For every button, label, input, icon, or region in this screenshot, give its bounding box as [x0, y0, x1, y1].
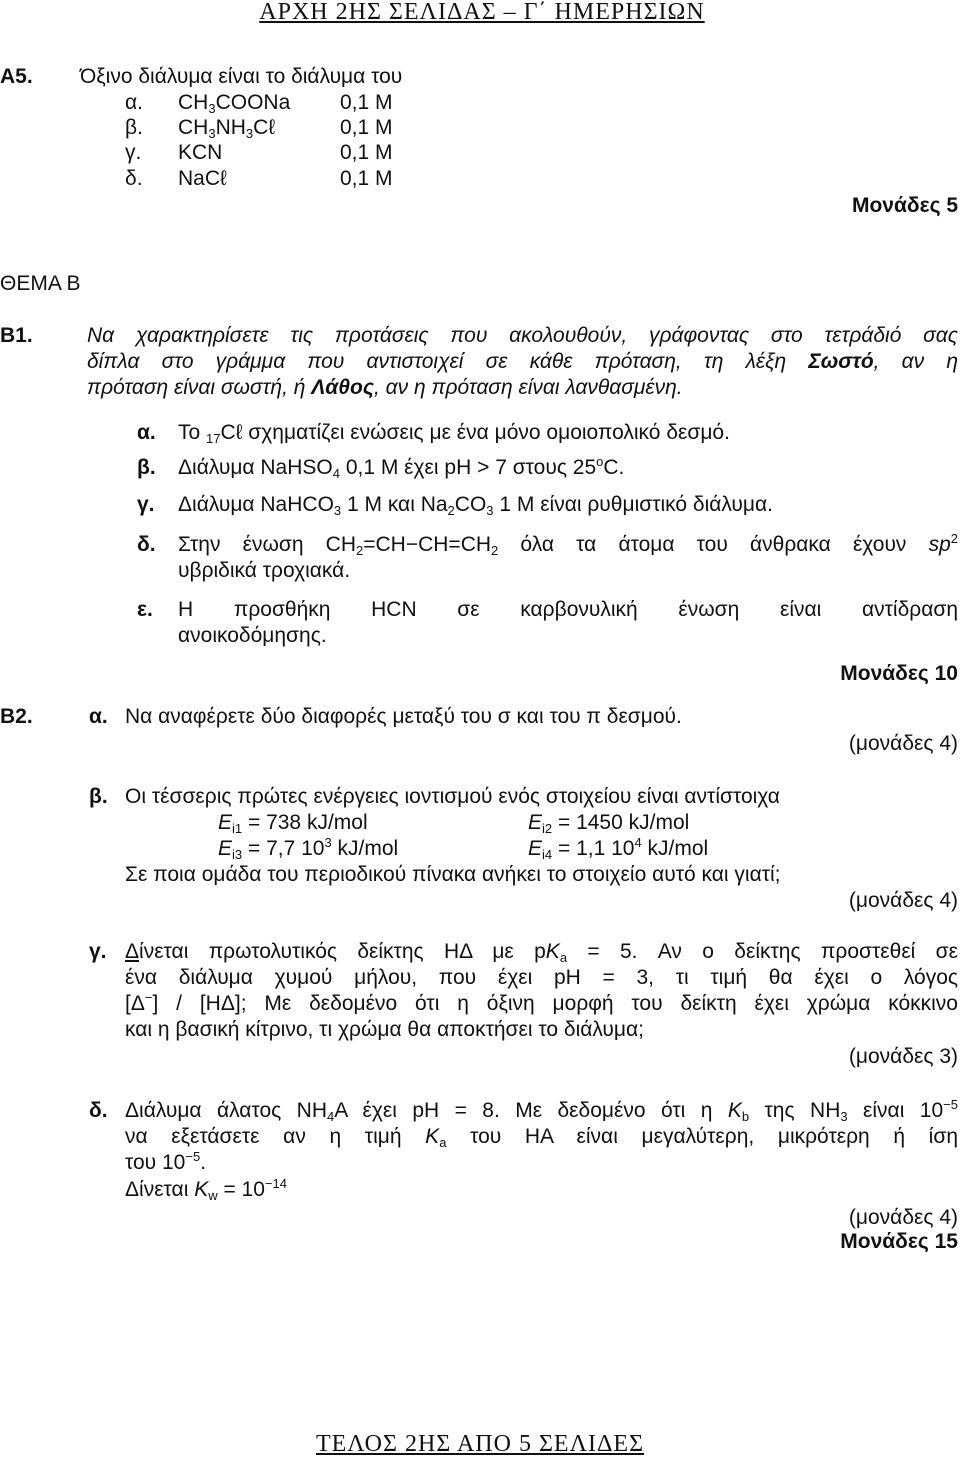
b1-item-e-line1: Η προσθήκη HCN σε καρβονυλική ένωση είναι αντίδραση	[178, 598, 958, 621]
a5-option-a-conc: 0,1 M	[340, 91, 393, 114]
a5-option-b-formula: $CH_3NH_3C\ell$	[178, 116, 276, 141]
b1-item-a-letter: α.	[137, 421, 156, 444]
theme-b-title: ΘΕΜΑ Β	[0, 272, 81, 295]
question-a5-number: Α5.	[0, 65, 33, 88]
b2-c-marks: (μονάδες 3)	[848, 1045, 958, 1068]
b2-d-line2: να εξετάσετε αν η τιμή $K_a$ του HA είναι μεγαλύτερη, μικρότερη ή ίση	[125, 1125, 958, 1150]
a5-option-a-formula: $CH_3COONa$	[178, 91, 291, 116]
b1-item-d-letter: δ.	[137, 533, 156, 556]
b1-intro-line3-b: , αν η πρόταση είναι λανθασμένη.	[373, 376, 683, 399]
b2-c-line4: και η βασική κίτρινο, τι χρώμα θα αποκτήσει το διάλυμα;	[125, 1018, 644, 1041]
b2-b-text: Οι τέσσερις πρώτες ενέργειες ιοντισμού ενός στοιχείου είναι αντίστοιχα	[125, 785, 780, 808]
b1-intro-line2	[87, 350, 958, 374]
b1-item-d-line1: Στην ένωση $CH_2=CH-CH=CH_2$ όλα τα άτομα του άνθρακα έχουν $sp^2$	[178, 531, 959, 558]
b2-d-given: Δίνεται $K_w = 10^{-14}$	[125, 1176, 287, 1203]
a5-option-d-formula: NaCℓ	[178, 167, 227, 190]
b2-total-marks: Μονάδες 15	[840, 1230, 958, 1253]
b1-intro-line3	[87, 376, 683, 400]
b1-item-e-line2: ανοικοδόμησης.	[178, 624, 327, 647]
b2-b-marks: (μονάδες 4)	[848, 889, 958, 912]
b1-item-d-line2: υβριδικά τροχιακά.	[178, 559, 351, 582]
b1-item-b-text: Διάλυμα NaHSO$_4$ 0,1 M έχει pH > 7 στους 25$^o$C.	[178, 454, 625, 481]
b2-b-ei4: $E_{i4} = 1,1$ $10^4$ kJ/mol	[528, 835, 709, 862]
b1-intro-wrong-word: Λάθος	[311, 376, 374, 399]
a5-option-c-conc: 0,1 M	[340, 141, 393, 164]
b1-item-c-text: Διάλυμα NaHCO$_3$ 1 M και $Na_2CO_3$ 1 M είναι ρυθμιστικό διάλυμα.	[178, 493, 773, 518]
b2-b-question: Σε ποια ομάδα του περιοδικού πίνακα ανήκει το στοιχείο αυτό και γιατί;	[125, 863, 781, 886]
a5-option-b-letter: β.	[125, 116, 143, 139]
a5-option-c-formula: KCN	[178, 141, 223, 164]
b1-intro-correct-word: Σωστό	[808, 350, 874, 373]
page-header: ΑΡΧΗ 2ΗΣ ΣΕΛΙΔΑΣ – Γ΄ ΗΜΕΡΗΣΙΩΝ	[259, 0, 705, 25]
b2-number: Β2.	[0, 705, 33, 728]
b2-b-ei2: $E_{i2} = 1450$ kJ/mol	[528, 811, 690, 836]
question-a5-text: Όξινο διάλυμα είναι το διάλυμα του	[80, 65, 403, 88]
b1-intro-line2-a: δίπλα στο γράμμα που αντιστοιχεί σε κάθε πρόταση, τη λέξη	[87, 350, 809, 373]
b2-a-marks: (μονάδες 4)	[848, 732, 958, 755]
b2-b-ei3: $E_{i3} = 7,7$ $10^3$ kJ/mol	[218, 835, 399, 862]
a5-option-d-letter: δ.	[125, 167, 143, 190]
b1-intro-line3-a: πρόταση είναι σωστή, ή	[87, 376, 312, 399]
b1-intro-line2-b: , αν η	[873, 350, 959, 373]
a5-option-a-letter: α.	[125, 91, 143, 114]
a5-marks: Μονάδες 5	[851, 194, 958, 217]
a5-option-c-letter: γ.	[125, 141, 142, 164]
page-footer: ΤΕΛΟΣ 2ΗΣ ΑΠΟ 5 ΣΕΛΙΔΕΣ	[315, 1431, 645, 1457]
a5-option-d-conc: 0,1 M	[340, 167, 393, 190]
b2-d-line3: του $10^{-5}$.	[125, 1149, 207, 1174]
b1-item-b-letter: β.	[137, 456, 156, 479]
b1-item-a-text: Το $_{17}$Cℓ σχηματίζει ενώσεις με ένα μόνο ομοιοπολικό δεσμό.	[178, 421, 730, 446]
b1-item-e-letter: ε.	[137, 598, 153, 621]
a5-option-b-conc: 0,1 M	[340, 116, 393, 139]
b2-d-line1: Διάλυμα άλατος $NH_4A$ έχει pH = 8. Με δεδομένο ότι η $K_b$ της $NH_3$ είναι $10^{-5}$	[125, 1097, 958, 1124]
b2-a-text: Να αναφέρετε δύο διαφορές μεταξύ του σ και του π δεσμού.	[125, 705, 682, 728]
b1-marks: Μονάδες 10	[840, 662, 958, 685]
b2-b-ei1: $E_{i1} = 738$ kJ/mol	[218, 811, 368, 836]
b2-c-line3: [Δ−] / [ΗΔ]; Με δεδομένο ότι η όξινη μορφή του δείκτη έχει χρώμα κόκκινο	[125, 990, 958, 1015]
b2-d-marks: (μονάδες 4)	[848, 1206, 958, 1229]
b2-c-line2: ένα διάλυμα χυμού μήλου, που έχει pH = 3, τι τιμή θα έχει ο λόγος	[125, 966, 958, 989]
b1-intro-line1: Να χαρακτηρίσετε τις προτάσεις που ακολουθούν, γράφοντας στο τετράδιό σας	[87, 324, 958, 347]
b2-c-line1: Δίνεται πρωτολυτικός δείκτης ΗΔ με $pK_a = 5$. Αν ο δείκτης προστεθεί σε	[125, 940, 958, 965]
b1-number: Β1.	[0, 324, 33, 347]
b2-b-letter: β.	[89, 785, 108, 808]
b2-d-letter: δ.	[89, 1099, 108, 1122]
b2-c-letter: γ.	[89, 940, 107, 963]
b2-a-letter: α.	[89, 705, 108, 728]
b1-item-c-letter: γ.	[137, 493, 155, 516]
